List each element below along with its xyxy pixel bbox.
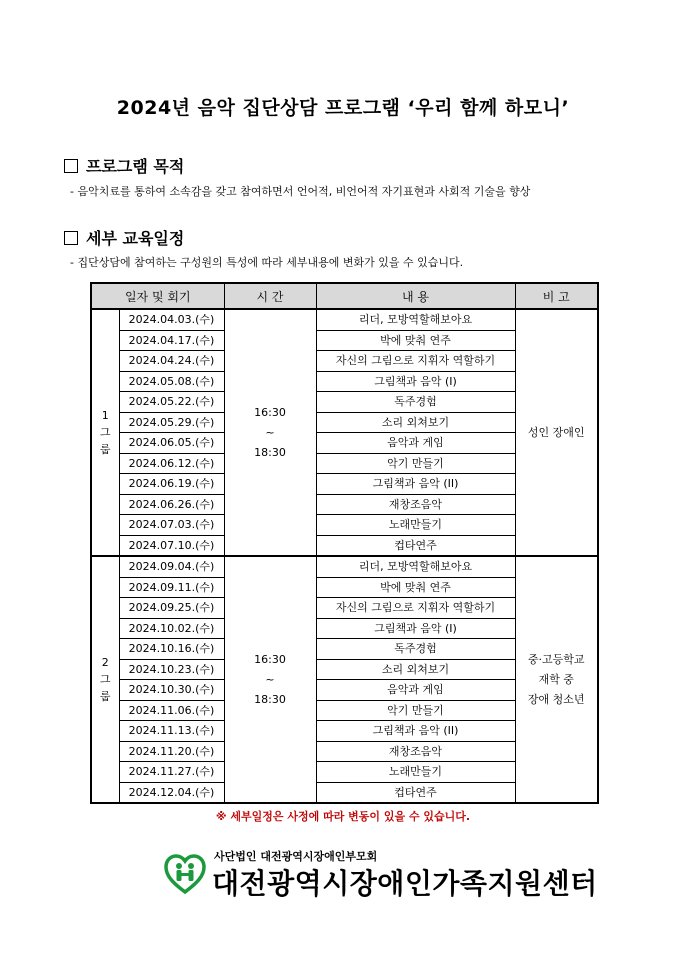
table-row xyxy=(91,309,598,330)
session-content: 리더, 모방역할해보아요 xyxy=(316,309,515,330)
session-content: 노래만들기 xyxy=(316,762,515,783)
session-content: 컵타연주 xyxy=(316,782,515,803)
session-date: 2024.10.02.(수) xyxy=(119,618,224,639)
session-content: 컵타연주 xyxy=(316,535,515,556)
header-time: 시 간 xyxy=(224,283,316,309)
session-date: 2024.07.10.(수) xyxy=(119,535,224,556)
session-date: 2024.09.11.(수) xyxy=(119,577,224,598)
session-content: 노래만들기 xyxy=(316,515,515,536)
session-date: 2024.12.04.(수) xyxy=(119,782,224,803)
family-heart-logo-icon xyxy=(163,852,207,896)
schedule-heading xyxy=(64,226,184,249)
session-content: 박에 맞춰 연주 xyxy=(316,330,515,351)
session-date: 2024.11.20.(수) xyxy=(119,741,224,762)
header-content: 내 용 xyxy=(316,283,515,309)
session-content: 자신의 그림으로 지휘자 역할하기 xyxy=(316,598,515,619)
session-date: 2024.05.22.(수) xyxy=(119,392,224,413)
table-row xyxy=(91,556,598,577)
session-date: 2024.05.29.(수) xyxy=(119,412,224,433)
group-remark xyxy=(515,309,598,556)
session-date: 2024.11.27.(수) xyxy=(119,762,224,783)
schedule-heading-text: 세부 교육일정 xyxy=(86,229,185,248)
group-label-char: 2 xyxy=(101,656,109,669)
session-date: 2024.06.26.(수) xyxy=(119,494,224,515)
group-label-char: 룹 xyxy=(99,690,111,703)
session-content: 소리 외쳐보기 xyxy=(316,659,515,680)
session-content: 재창조음악 xyxy=(316,741,515,762)
header-remark: 비 고 xyxy=(515,283,598,309)
session-content: 그림책과 음악 (I) xyxy=(316,371,515,392)
session-content: 악기 만들기 xyxy=(316,453,515,474)
session-time-line: ~ xyxy=(265,672,275,686)
schedule-note: - 집단상담에 참여하는 구성원의 특성에 따라 세부내용에 변화가 있을 수 있습니다. xyxy=(70,256,464,269)
group-remark xyxy=(515,556,598,803)
session-content: 소리 외쳐보기 xyxy=(316,412,515,433)
session-time xyxy=(224,556,316,803)
purpose-note: - 음악치료를 통하여 소속감을 갖고 참여하면서 언어적, 비언어적 자기표현과 사회적 기술을 향상 xyxy=(70,185,531,198)
schedule-change-warning: ※ 세부일정은 사정에 따라 변동이 있을 수 있습니다. xyxy=(215,810,471,823)
session-content: 악기 만들기 xyxy=(316,700,515,721)
session-content: 박에 맞춰 연주 xyxy=(316,577,515,598)
group-label xyxy=(91,309,119,556)
session-date: 2024.10.23.(수) xyxy=(119,659,224,680)
group-label-char: 1 xyxy=(101,409,109,422)
checkbox-square-icon xyxy=(64,159,78,173)
session-date: 2024.06.12.(수) xyxy=(119,453,224,474)
session-date: 2024.10.30.(수) xyxy=(119,680,224,701)
group-remark-line: 중·고등학교 xyxy=(527,652,585,666)
org-name: 대전광역시장애인가족지원센터 xyxy=(212,867,598,900)
session-content: 음악과 게임 xyxy=(316,680,515,701)
session-content: 음악과 게임 xyxy=(316,433,515,454)
session-date: 2024.06.05.(수) xyxy=(119,433,224,454)
session-time-line: ~ xyxy=(265,425,275,439)
table-header-row xyxy=(91,283,598,309)
session-date: 2024.04.17.(수) xyxy=(119,330,224,351)
session-date: 2024.11.06.(수) xyxy=(119,700,224,721)
session-date: 2024.09.04.(수) xyxy=(119,556,224,577)
session-date: 2024.04.03.(수) xyxy=(119,309,224,330)
session-time-line: 18:30 xyxy=(254,445,286,459)
session-time xyxy=(224,309,316,556)
session-date: 2024.09.25.(수) xyxy=(119,598,224,619)
session-content: 재창조음악 xyxy=(316,494,515,515)
session-content: 독주경험 xyxy=(316,639,515,660)
session-content: 그림책과 음악 (I) xyxy=(316,618,515,639)
session-content: 그림책과 음악 (II) xyxy=(316,721,515,742)
purpose-heading-text: 프로그램 목적 xyxy=(86,157,185,176)
checkbox-square-icon xyxy=(64,231,78,245)
group-remark-line: 장애 청소년 xyxy=(527,692,585,706)
schedule-body xyxy=(91,309,598,803)
session-content: 자신의 그림으로 지휘자 역할하기 xyxy=(316,351,515,372)
session-date: 2024.04.24.(수) xyxy=(119,351,224,372)
group-remark-line: 재학 중 xyxy=(538,672,574,686)
purpose-heading xyxy=(64,154,184,177)
session-date: 2024.05.08.(수) xyxy=(119,371,224,392)
session-time-line: 16:30 xyxy=(254,405,286,419)
session-date: 2024.06.19.(수) xyxy=(119,474,224,495)
group-remark-line: 성인 장애인 xyxy=(527,425,585,439)
session-content: 그림책과 음악 (II) xyxy=(316,474,515,495)
session-time-line: 18:30 xyxy=(254,692,286,706)
group-label-char: 그 xyxy=(99,673,111,686)
session-content: 독주경험 xyxy=(316,392,515,413)
group-label xyxy=(91,556,119,803)
session-date: 2024.07.03.(수) xyxy=(119,515,224,536)
group-label-char: 룹 xyxy=(99,443,111,456)
session-time-line: 16:30 xyxy=(254,652,286,666)
header-date: 일자 및 회기 xyxy=(91,283,224,309)
schedule-table xyxy=(90,282,599,804)
page-title: 2024년 음악 집단상담 프로그램 ‘우리 함께 하모니’ xyxy=(116,97,570,119)
org-subtitle: 사단법인 대전광역시장애인부모회 xyxy=(214,850,378,863)
session-content: 리더, 모방역할해보아요 xyxy=(316,556,515,577)
session-date: 2024.11.13.(수) xyxy=(119,721,224,742)
group-label-char: 그 xyxy=(99,426,111,439)
session-date: 2024.10.16.(수) xyxy=(119,639,224,660)
